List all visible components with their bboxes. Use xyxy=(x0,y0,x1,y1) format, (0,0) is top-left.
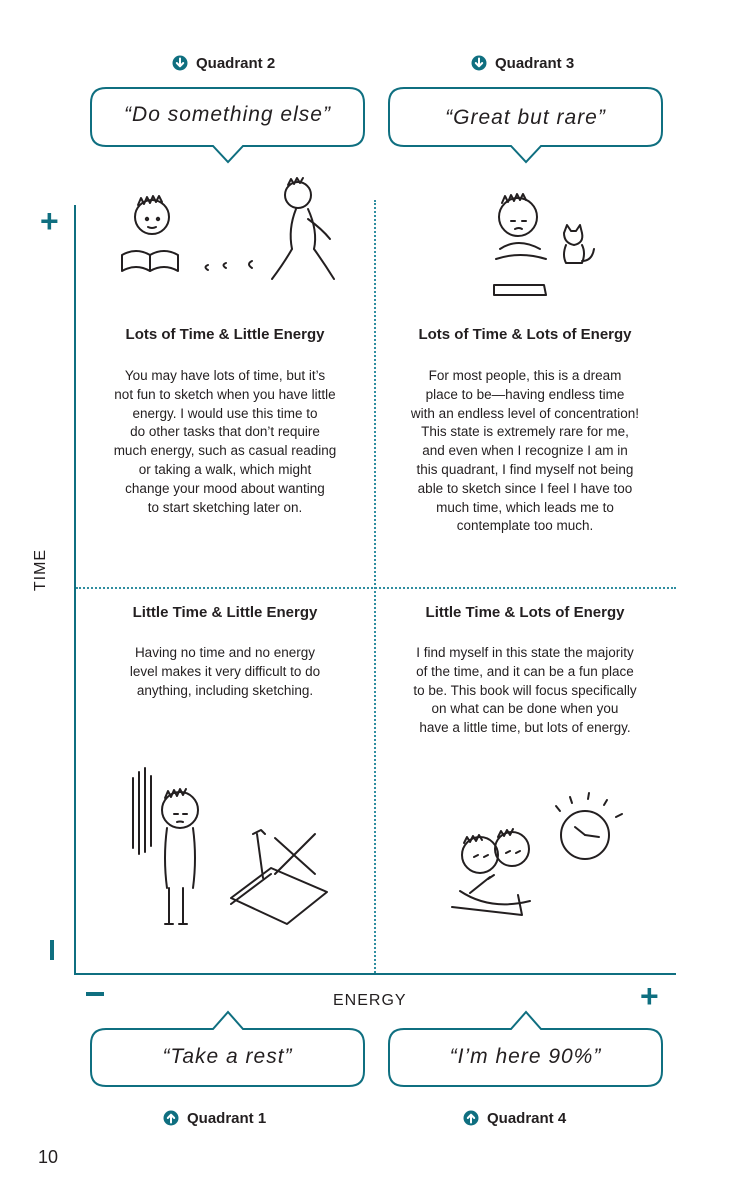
quadrant-4-label-text: Quadrant 4 xyxy=(487,1109,567,1127)
text-line: You may have lots of time, but it’s xyxy=(124,368,326,383)
text-line: level makes it very difficult to do xyxy=(129,663,321,679)
text-line: change your mood about wanting xyxy=(125,480,325,496)
text-line: this quadrant, I find myself not being xyxy=(416,461,634,477)
quote-text: “Great but rare” xyxy=(445,106,606,129)
tired-person-sketch xyxy=(125,768,335,933)
quote-text: “Take a rest” xyxy=(162,1045,293,1068)
text-line: much time, which leads me to xyxy=(436,499,614,515)
text-line: This state is extremely rare for me, xyxy=(421,424,629,440)
energy-plus-sign: + xyxy=(640,978,659,1014)
energy-axis-label: ENERGY xyxy=(333,992,407,1009)
text-line: contemplate too much. xyxy=(456,518,594,534)
text-line: or taking a walk, which might xyxy=(138,461,312,477)
quadrant-2-heading: Lots of Time & Little Energy xyxy=(125,326,325,343)
time-axis-label: TIME xyxy=(32,548,49,592)
quadrant-1-label xyxy=(163,1106,266,1130)
text-line: with an endless level of concentration! xyxy=(410,405,640,421)
arrow-down-circle-icon xyxy=(471,55,487,71)
text-line: energy. I would use this time to xyxy=(132,405,318,421)
page-number: 10 xyxy=(38,1147,59,1167)
quote-text: “Do something else” xyxy=(124,103,331,126)
text-line: of the time, and it can be a fun place xyxy=(416,663,634,679)
quadrant-4-label xyxy=(463,1106,566,1130)
text-line: anything, including sketching. xyxy=(136,682,314,698)
horizontal-quadrant-divider xyxy=(76,587,676,589)
quadrant-1-label-text: Quadrant 1 xyxy=(187,1109,267,1127)
quote-text: “I’m here 90%” xyxy=(449,1045,602,1068)
quote-bubble-quadrant-4 xyxy=(388,1010,663,1088)
quote-bubble-quadrant-3 xyxy=(388,87,663,165)
text-line: I find myself in this state the majority xyxy=(416,645,634,660)
person-with-cat-sketch xyxy=(480,185,610,305)
busy-sketching-person-and-clock-sketch xyxy=(440,795,630,925)
text-line: on what can be done when you xyxy=(431,701,619,717)
arrow-up-circle-icon xyxy=(163,1110,179,1126)
text-line: to be. This book will focus specifically xyxy=(413,682,637,698)
quote-bubble-quadrant-2 xyxy=(90,87,365,165)
quadrant-3-label xyxy=(471,51,574,75)
text-line: not fun to sketch when you have little xyxy=(114,386,336,402)
quadrant-4-body xyxy=(376,644,674,738)
text-line: place to be—having endless time xyxy=(425,386,625,402)
quote-bubble-quadrant-1 xyxy=(90,1010,365,1088)
energy-axis-line xyxy=(74,973,676,975)
quadrant-2-label xyxy=(172,51,275,75)
quadrant-1-heading: Little Time & Little Energy xyxy=(132,604,318,621)
arrow-down-circle-icon xyxy=(172,55,188,71)
text-line: have a little time, but lots of energy. xyxy=(419,720,631,736)
quadrant-2-label-text: Quadrant 2 xyxy=(196,54,276,72)
quadrant-1-body xyxy=(76,644,374,700)
text-line: For most people, this is a dream xyxy=(428,368,622,383)
energy-minus-sign xyxy=(86,992,104,996)
quadrant-2-body xyxy=(76,367,374,517)
quadrant-3-heading: Lots of Time & Lots of Energy xyxy=(418,326,632,343)
quadrant-3-label-text: Quadrant 3 xyxy=(495,54,575,72)
text-line: able to sketch since I feel I have too xyxy=(417,480,633,496)
arrow-up-circle-icon xyxy=(463,1110,479,1126)
time-minus-sign xyxy=(50,940,54,960)
time-axis-line xyxy=(74,205,76,975)
text-line: do other tasks that don’t require xyxy=(130,424,320,440)
text-line: and even when I recognize I am in xyxy=(422,443,628,459)
reading-and-walking-sketch xyxy=(112,175,352,290)
quadrant-4-heading: Little Time & Lots of Energy xyxy=(425,604,625,621)
text-line: to start sketching later on. xyxy=(147,499,303,515)
text-line: Having no time and no energy xyxy=(134,645,316,660)
text-line: much energy, such as casual reading xyxy=(113,443,337,459)
time-plus-sign: + xyxy=(40,203,59,239)
quadrant-3-body xyxy=(376,367,674,536)
